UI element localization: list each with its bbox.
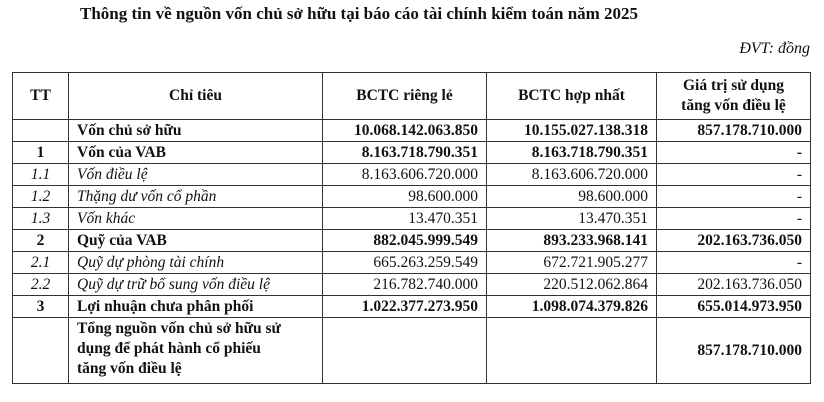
cell-label: Vốn của VAB xyxy=(69,142,323,164)
header-gia-tri-line2: tăng vốn điều lệ xyxy=(681,97,786,114)
cell-rieng-le: 8.163.718.790.351 xyxy=(323,142,487,164)
cell-tt: 2 xyxy=(13,230,69,252)
cell-hop-nhat: 893.233.968.141 xyxy=(487,230,657,252)
cell-gia-tri: 202.163.736.050 xyxy=(657,230,811,252)
header-gia-tri-line1: Giá trị sử dụng xyxy=(682,77,785,94)
table-row xyxy=(13,164,811,186)
cell-tt: 1.2 xyxy=(13,186,69,208)
cell-tt: 1 xyxy=(13,142,69,164)
cell-label: Quỹ của VAB xyxy=(69,230,323,252)
cell-label: Vốn điều lệ xyxy=(69,164,323,186)
cell-gia-tri: - xyxy=(657,142,811,164)
cell-gia-tri: - xyxy=(657,164,811,186)
cell-rieng-le xyxy=(323,318,487,384)
cell-hop-nhat: 8.163.606.720.000 xyxy=(487,164,657,186)
cell-tt: 1.3 xyxy=(13,208,69,230)
header-rieng-le: BCTC riêng lẻ xyxy=(323,73,487,120)
total-label-line1: Tổng nguồn vốn chủ sở hữu sử xyxy=(77,320,281,337)
table-header-row xyxy=(13,73,811,120)
total-gia-tri: 857.178.710.000 xyxy=(657,318,811,384)
cell-label: Quỹ dự trữ bổ sung vốn điều lệ xyxy=(69,274,323,296)
cell-hop-nhat: 98.600.000 xyxy=(487,186,657,208)
total-label-line2: dụng để phát hành cổ phiếu xyxy=(77,340,261,357)
total-label xyxy=(69,318,323,384)
table-row xyxy=(13,296,811,318)
cell-hop-nhat: 672.721.905.277 xyxy=(487,252,657,274)
cell-gia-tri: 655.014.973.950 xyxy=(657,296,811,318)
cell-hop-nhat xyxy=(487,318,657,384)
cell-rieng-le: 665.263.259.549 xyxy=(323,252,487,274)
cell-rieng-le: 216.782.740.000 xyxy=(323,274,487,296)
header-chi-tieu: Chỉ tiêu xyxy=(69,73,323,120)
cell-tt: 1.1 xyxy=(13,164,69,186)
table-row xyxy=(13,186,811,208)
cell-rieng-le: 13.470.351 xyxy=(323,208,487,230)
cell-hop-nhat: 220.512.062.864 xyxy=(487,274,657,296)
cell-gia-tri: - xyxy=(657,208,811,230)
table-row xyxy=(13,230,811,252)
table-row xyxy=(13,208,811,230)
cell-gia-tri: - xyxy=(657,186,811,208)
cell-tt: 3 xyxy=(13,296,69,318)
table-row xyxy=(13,120,811,142)
cell-rieng-le: 98.600.000 xyxy=(323,186,487,208)
table-row xyxy=(13,142,811,164)
total-row xyxy=(13,318,811,384)
cell-gia-tri: 202.163.736.050 xyxy=(657,274,811,296)
cell-label: Lợi nhuận chưa phân phối xyxy=(69,296,323,318)
cell-tt xyxy=(13,318,69,384)
cell-hop-nhat: 13.470.351 xyxy=(487,208,657,230)
cell-tt xyxy=(13,120,69,142)
page-title: Thông tin về nguồn vốn chủ sở hữu tại báo cáo tài chính kiểm toán năm 2025 xyxy=(80,4,639,23)
header-tt: TT xyxy=(13,73,69,120)
cell-gia-tri: 857.178.710.000 xyxy=(657,120,811,142)
cell-tt: 2.2 xyxy=(13,274,69,296)
cell-rieng-le: 10.068.142.063.850 xyxy=(323,120,487,142)
cell-label: Vốn khác xyxy=(69,208,323,230)
cell-tt: 2.1 xyxy=(13,252,69,274)
table-row xyxy=(13,252,811,274)
cell-label: Thặng dư vốn cổ phần xyxy=(69,186,323,208)
cell-rieng-le: 882.045.999.549 xyxy=(323,230,487,252)
cell-rieng-le: 1.022.377.273.950 xyxy=(323,296,487,318)
cell-rieng-le: 8.163.606.720.000 xyxy=(323,164,487,186)
total-label-line3: tăng vốn điều lệ xyxy=(77,360,182,377)
cell-hop-nhat: 10.155.027.138.318 xyxy=(487,120,657,142)
equity-table xyxy=(12,72,811,384)
cell-hop-nhat: 1.098.074.379.826 xyxy=(487,296,657,318)
header-hop-nhat: BCTC hợp nhất xyxy=(487,73,657,120)
header-gia-tri xyxy=(657,73,811,120)
cell-label: Vốn chủ sở hữu xyxy=(69,120,323,142)
cell-hop-nhat: 8.163.718.790.351 xyxy=(487,142,657,164)
table-row xyxy=(13,274,811,296)
cell-label: Quỹ dự phòng tài chính xyxy=(69,252,323,274)
cell-gia-tri: - xyxy=(657,252,811,274)
unit-label: ĐVT: đồng xyxy=(739,40,810,57)
